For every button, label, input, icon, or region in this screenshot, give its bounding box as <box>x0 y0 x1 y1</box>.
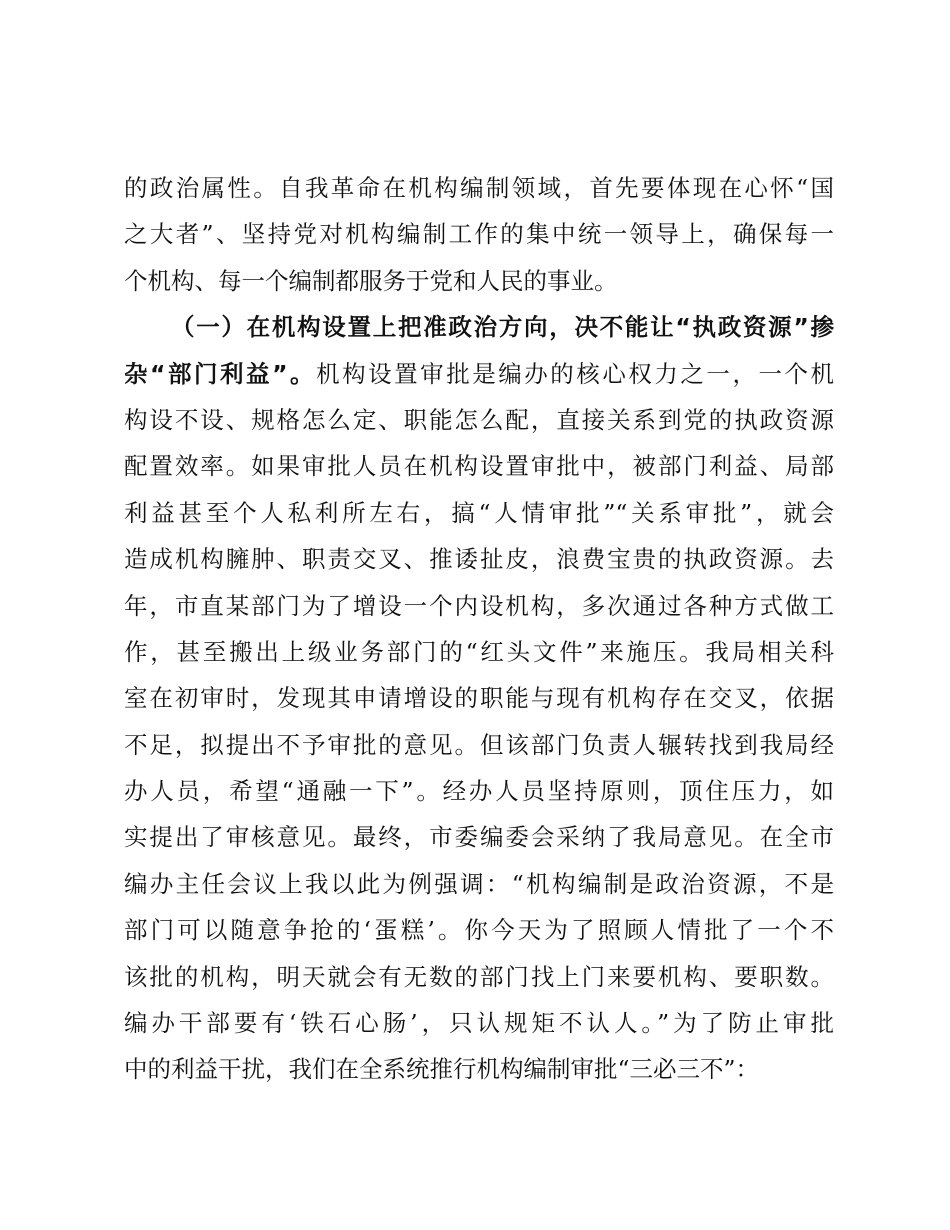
paragraph-line: 办人员，希望“通融一下”。经办人员坚持原则，顶住压力，如 <box>124 777 834 806</box>
section-heading-line: （一）在机构设置上把准政治方向，决不能让“执政资源”掺 <box>171 313 834 342</box>
paragraph-line: 作，甚至搬出上级业务部门的“红头文件”来施压。我局相关科 <box>124 637 834 666</box>
paragraph-line: 构设不设、规格怎么定、职能怎么配，直接关系到党的执政资源 <box>124 405 834 434</box>
paragraph-line: 编办干部要有‘铁石心肠’，只认规矩不认人。”为了防止审批 <box>124 1009 834 1038</box>
paragraph-line: 该批的机构，明天就会有无数的部门找上门来要机构、要职数。 <box>124 962 834 991</box>
paragraph-line: 实提出了审核意见。最终，市委编委会采纳了我局意见。在全市 <box>124 823 834 852</box>
paragraph-line: 配置效率。如果审批人员在机构设置审批中，被部门利益、局部 <box>124 452 834 481</box>
paragraph-line: 部门可以随意争抢的‘蛋糕’。你今天为了照顾人情批了一个不 <box>124 916 834 945</box>
paragraph-line: 造成机构臃肿、职责交叉、推诿扯皮，浪费宝贵的执政资源。去 <box>124 545 834 574</box>
document-body <box>124 165 834 1093</box>
paragraph-line: 不足，拟提出不予审批的意见。但该部门负责人辗转找到我局经 <box>124 730 834 759</box>
paragraph-line: 的政治属性。自我革命在机构编制领域，首先要体现在心怀“国 <box>124 174 834 202</box>
paragraph-line: 室在初审时，发现其申请增设的职能与现有机构存在交叉，依据 <box>124 684 834 713</box>
paragraph-line <box>124 351 834 397</box>
paragraph-line: 个机构、每一个编制都服务于党和人民的事业。 <box>124 266 618 295</box>
paragraph-line: 编办主任会议上我以此为例强调：“机构编制是政治资源，不是 <box>124 869 834 898</box>
paragraph-line: 年，市直某部门为了增设一个内设机构，多次通过各种方式做工 <box>124 591 834 620</box>
paragraph-text: 机构设置审批是编办的核心权力之一，一个机 <box>316 359 835 388</box>
paragraph-line: 之大者”、坚持党对机构编制工作的集中统一领导上，确保每一 <box>124 220 834 249</box>
paragraph-line: 利益甚至个人私利所左右，搞“人情审批”“关系审批”，就会 <box>124 498 834 527</box>
section-heading-tail: 杂“部门利益”。 <box>124 359 317 388</box>
paragraph-line: 中的利益干扰，我们在全系统推行机构编制审批“三必三不”： <box>124 1055 760 1084</box>
